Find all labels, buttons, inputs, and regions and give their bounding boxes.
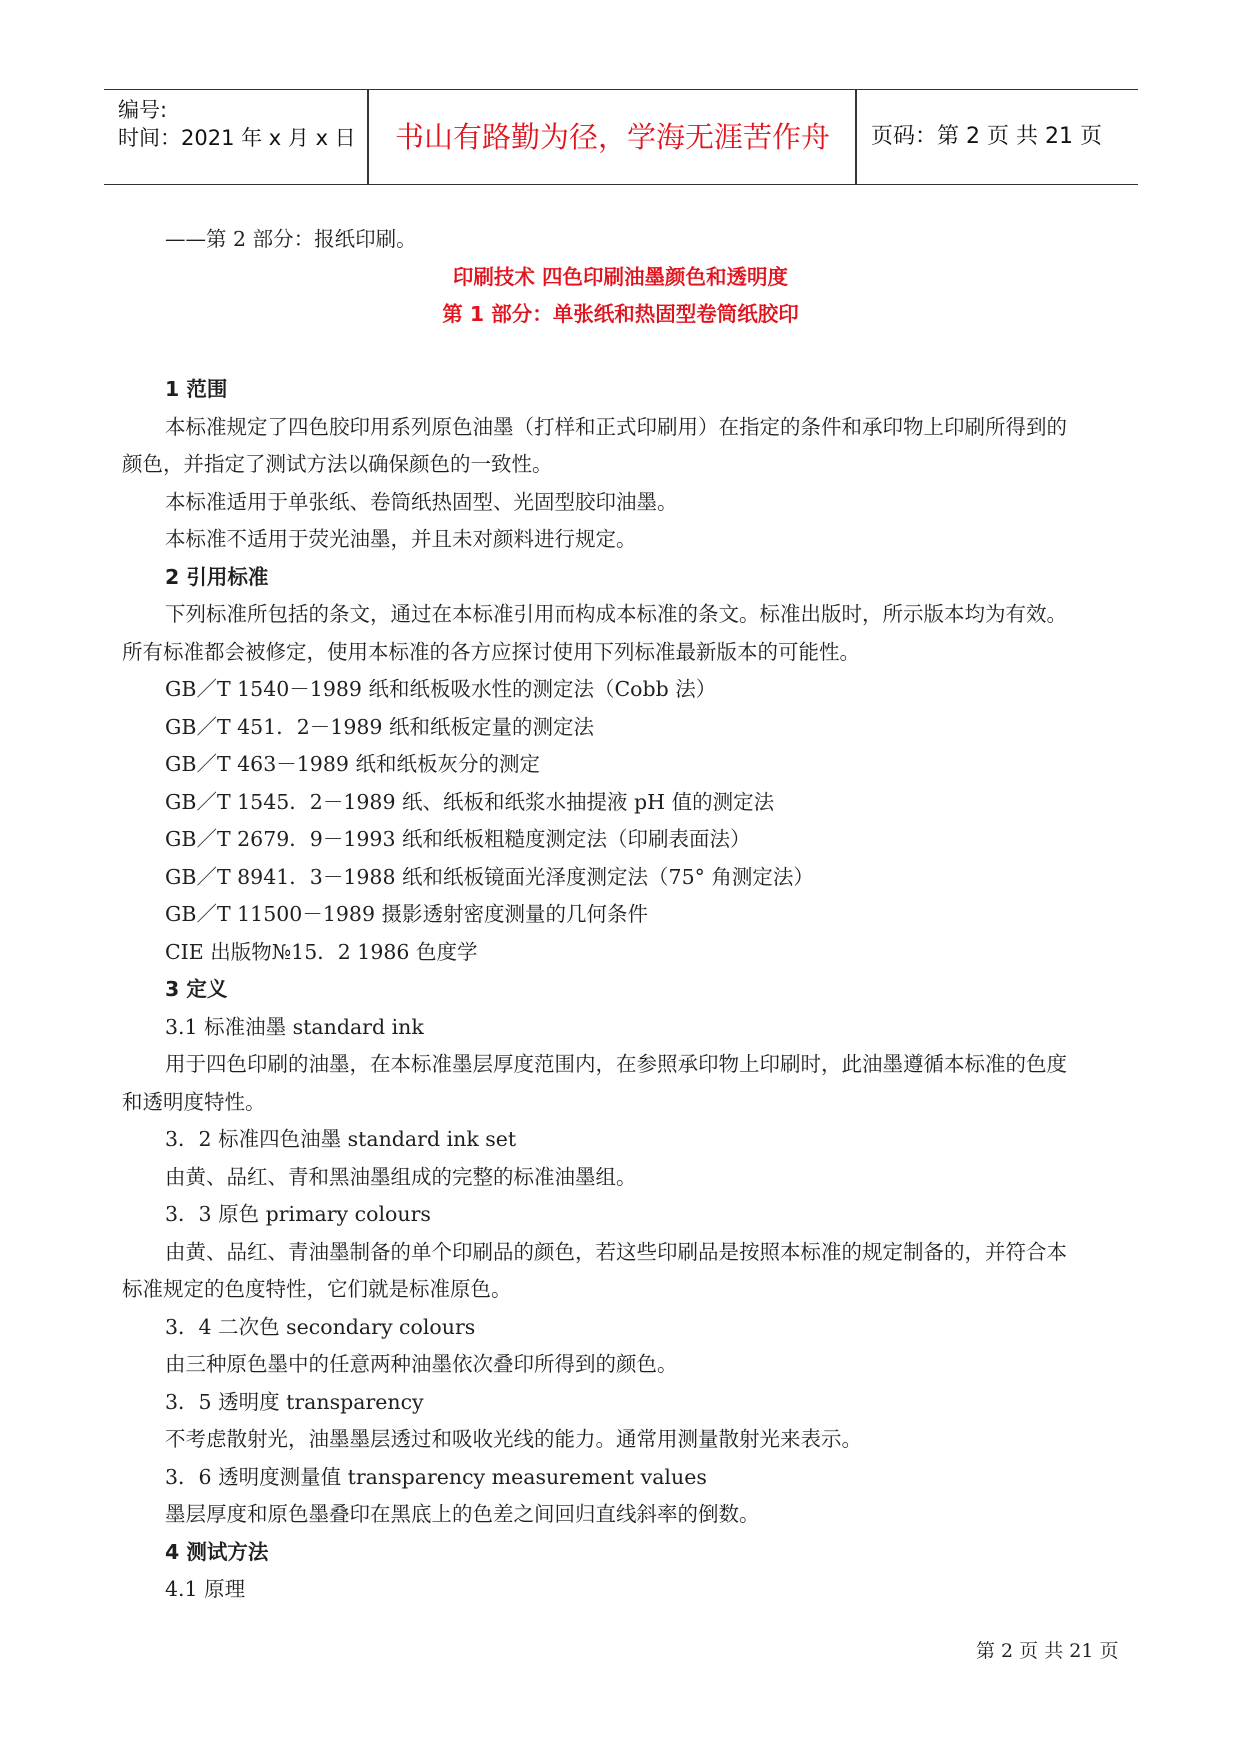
reference-item: GB／T 8941．3－1988 纸和纸板镜面光泽度测定法（75° 角测定法） <box>165 865 814 889</box>
body-line: 本标准适用于单张纸、卷筒纸热固型、光固型胶印油墨。 <box>165 490 678 514</box>
definition-term: 3．3 原色 primary colours <box>165 1202 431 1226</box>
header-divider-right <box>855 90 857 184</box>
body-line: 颜色，并指定了测试方法以确保颜色的一致性。 <box>122 452 553 476</box>
section-heading: 4 测试方法 <box>165 1540 269 1564</box>
standard-subtitle: 第 1 部分：单张纸和热固型卷筒纸胶印 <box>442 302 799 326</box>
header-page-label: 页码：第 2 页 共 21 页 <box>871 124 1102 149</box>
definition-term: 3.1 标准油墨 standard ink <box>165 1015 424 1039</box>
body-line: 本标准不适用于荧光油墨，并且未对颜料进行规定。 <box>165 527 637 551</box>
body-line: 由黄、品红、青和黑油墨组成的完整的标准油墨组。 <box>165 1165 637 1189</box>
body-line: 和透明度特性。 <box>122 1090 266 1114</box>
page-footer: 第 2 页 共 21 页 <box>976 1640 1119 1662</box>
reference-item: GB／T 1540－1989 纸和纸板吸水性的测定法（Cobb 法） <box>165 677 717 701</box>
reference-item: GB／T 11500－1989 摄影透射密度测量的几何条件 <box>165 902 649 926</box>
section-heading: 1 范围 <box>165 377 228 401</box>
definition-term: 3．2 标准四色油墨 standard ink set <box>165 1127 517 1151</box>
body-line: 由黄、品红、青油墨制备的单个印刷品的颜色，若这些印刷品是按照本标准的规定制备的，并符合本 <box>165 1240 1067 1264</box>
body-line: 下列标准所包括的条文，通过在本标准引用而构成本标准的条文。标准出版时，所示版本均为有效。 <box>165 602 1067 626</box>
reference-item: CIE 出版物№15．2 1986 色度学 <box>165 940 478 964</box>
reference-item: GB／T 451．2－1989 纸和纸板定量的测定法 <box>165 715 594 739</box>
page-header <box>104 89 1138 185</box>
header-meta <box>118 96 356 152</box>
reference-item: GB／T 2679．9－1993 纸和纸板粗糙度测定法（印刷表面法） <box>165 827 751 851</box>
definition-term: 3．6 透明度测量值 transparency measurement values <box>165 1465 707 1489</box>
body-line: 不考虑散射光，油墨墨层透过和吸收光线的能力。通常用测量散射光来表示。 <box>165 1427 862 1451</box>
subsection-heading: 4.1 原理 <box>165 1577 246 1601</box>
reference-item: GB／T 1545．2－1989 纸、纸板和纸浆水抽提液 pH 值的测定法 <box>165 790 775 814</box>
reference-item: GB／T 463－1989 纸和纸板灰分的测定 <box>165 752 540 776</box>
definition-term: 3．5 透明度 transparency <box>165 1390 424 1414</box>
header-code-label: 编号: <box>118 98 168 122</box>
definition-term: 3．4 二次色 secondary colours <box>165 1315 476 1339</box>
header-divider-left <box>367 90 369 184</box>
body-line: 由三种原色墨中的任意两种油墨依次叠印所得到的颜色。 <box>165 1352 678 1376</box>
body-line: 本标准规定了四色胶印用系列原色油墨（打样和正式印刷用）在指定的条件和承印物上印刷所得到的 <box>165 415 1067 439</box>
body-line: 墨层厚度和原色墨叠印在黑底上的色差之间回归直线斜率的倒数。 <box>165 1502 760 1526</box>
body-line: ——第 2 部分：报纸印刷。 <box>165 227 417 251</box>
standard-title: 印刷技术 四色印刷油墨颜色和透明度 <box>452 265 789 289</box>
body-line: 标准规定的色度特性，它们就是标准原色。 <box>122 1277 512 1301</box>
body-line: 所有标准都会被修定，使用本标准的各方应探讨使用下列标准最新版本的可能性。 <box>122 640 860 664</box>
section-heading: 2 引用标准 <box>165 565 269 589</box>
header-time-label: 时间：2021 年 x 月 x 日 <box>118 126 356 150</box>
body-line: 用于四色印刷的油墨，在本标准墨层厚度范围内，在参照承印物上印刷时，此油墨遵循本标准的色度 <box>165 1052 1067 1076</box>
header-motto: 书山有路勤为径，学海无涯苦作舟 <box>394 120 830 154</box>
section-heading: 3 定义 <box>165 977 228 1001</box>
